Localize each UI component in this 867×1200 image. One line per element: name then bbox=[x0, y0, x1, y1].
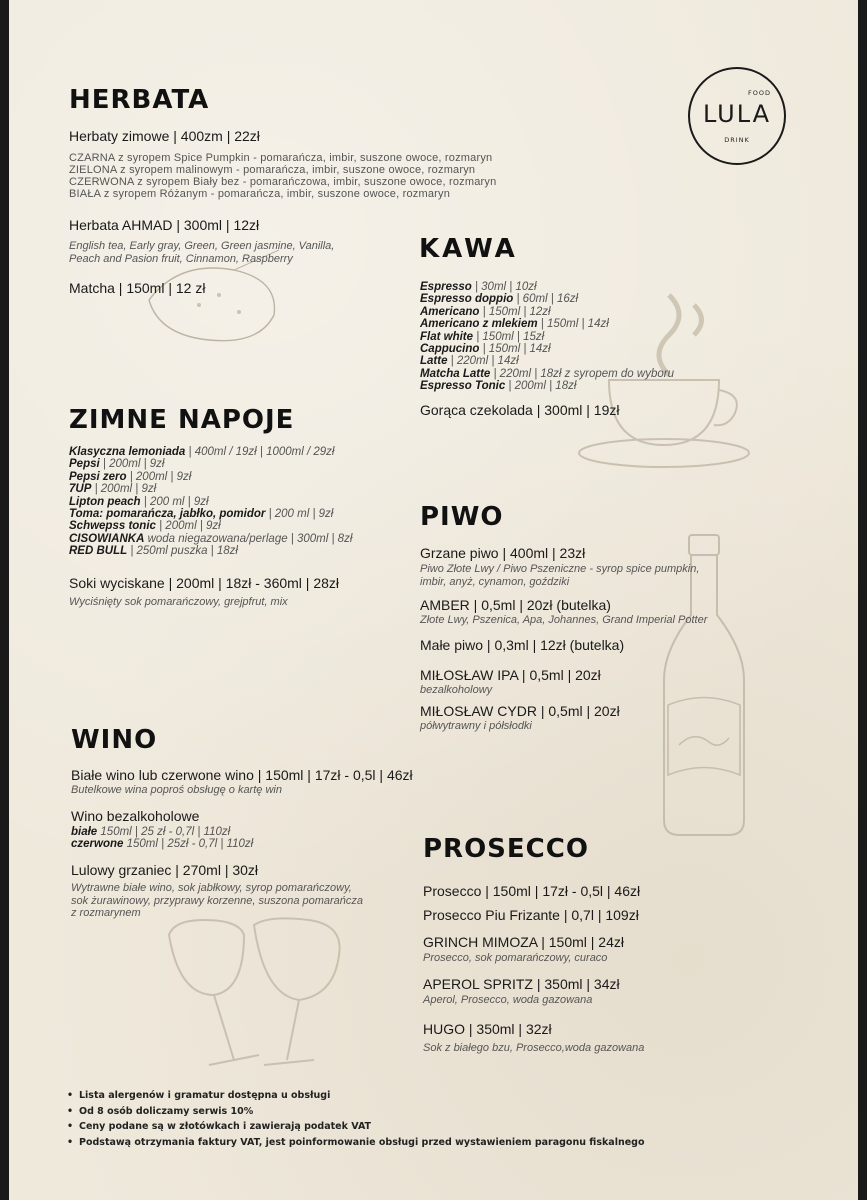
tea-variant: CZARNA z syropem Spice Pumpkin - pomarańcza, imbir, suszone owoce, rozmaryn bbox=[69, 152, 493, 164]
hugo-item: HUGO | 350ml | 32zł bbox=[423, 1021, 552, 1037]
wino-heading: WINO bbox=[71, 725, 158, 755]
biale-czerwone-wino-desc: Butelkowe wina poproś obsługę o kartę win bbox=[71, 784, 282, 796]
desc-line: Peach and Pasion fruit, Cinnamon, Raspberry bbox=[69, 252, 293, 265]
tea-variant: ZIELONA z syropem malinowym - pomarańcza, imbir, suszone owoce, rozmaryn bbox=[69, 164, 476, 176]
wino-bezalkoholowe-list bbox=[71, 826, 253, 851]
matcha-item: Matcha | 150ml | 12 zł bbox=[69, 280, 206, 296]
list-item: Cappucino | 150ml | 14zł bbox=[420, 343, 551, 356]
list-item: Schwepss tonic | 200ml | 9zł bbox=[69, 520, 221, 533]
logo-food-text: FOOD bbox=[748, 89, 771, 97]
herbaty-zimowe-item: Herbaty zimowe | 400zm | 22zł bbox=[69, 128, 260, 144]
zimne-napoje-list bbox=[69, 446, 352, 558]
grzane-piwo-desc bbox=[420, 563, 699, 588]
list-item: Pepsi | 200ml | 9zł bbox=[69, 458, 165, 471]
note-item: • Ceny podane są w złotówkach i zawierają podatek VAT bbox=[67, 1119, 645, 1135]
list-item: Pepsi zero | 200ml | 9zł bbox=[69, 470, 192, 483]
list-item: Americano | 150ml | 12zł bbox=[420, 305, 551, 318]
list-item: Lipton peach | 200 ml | 9zł bbox=[69, 495, 209, 508]
kawa-heading: KAWA bbox=[419, 234, 518, 264]
list-item: białe 150ml | 25 zł - 0,7l | 110zł bbox=[71, 826, 231, 838]
soki-item: Soki wyciskane | 200ml | 18zł - 360ml | 28zł bbox=[69, 575, 340, 591]
kawa-list bbox=[420, 281, 674, 393]
list-item: CISOWIANKA woda niegazowana/perlage | 300ml | 8zł bbox=[69, 532, 353, 545]
miloslaw-ipa-desc: bezalkoholowy bbox=[420, 684, 493, 696]
miloslaw-ipa-item: MIŁOSŁAW IPA | 0,5ml | 20zł bbox=[420, 667, 601, 683]
wine-glasses-sketch-icon bbox=[159, 895, 369, 1075]
list-item: Flat white | 150ml | 15zł bbox=[420, 330, 545, 343]
note-item: • Podstawą otrzymania faktury VAT, jest poinformowanie obsługi przed wystawieniem paragonu fiskalnego bbox=[67, 1135, 645, 1151]
herbaty-zimowe-list bbox=[69, 152, 496, 200]
logo-word: LULA bbox=[702, 100, 772, 128]
soki-desc: Wyciśnięty sok pomarańczowy, grejpfrut, mix bbox=[69, 596, 288, 608]
herbata-ahmad-desc bbox=[69, 240, 334, 265]
list-item: Espresso doppio | 60ml | 16zł bbox=[420, 293, 579, 306]
herbata-ahmad-item: Herbata AHMAD | 300ml | 12zł bbox=[69, 217, 260, 233]
lula-logo bbox=[688, 67, 786, 165]
list-item: 7UP | 200ml | 9zł bbox=[69, 483, 157, 496]
grzane-piwo-item: Grzane piwo | 400ml | 23zł bbox=[420, 545, 586, 561]
biale-czerwone-wino-item: Białe wino lub czerwone wino | 150ml | 17zł - 0,5l | 46zł bbox=[71, 767, 413, 783]
list-item: RED BULL | 250ml puszka | 18zł bbox=[69, 545, 238, 558]
lulowy-grzaniec-item: Lulowy grzaniec | 270ml | 30zł bbox=[71, 862, 259, 878]
wino-bezalkoholowe-item: Wino bezalkoholowe bbox=[71, 808, 200, 824]
list-item: Klasyczna lemoniada | 400ml / 19zł | 1000ml / 29zł bbox=[69, 446, 335, 458]
prosecco-piu-frizante-item: Prosecco Piu Frizante | 0,7l | 109zł bbox=[423, 907, 639, 923]
desc-line: English tea, Early gray, Green, Green jasmine, Vanilla, bbox=[69, 240, 335, 252]
goraca-czekolada-item: Gorąca czekolada | 300ml | 19zł bbox=[420, 402, 620, 418]
male-piwo-item: Małe piwo | 0,3ml | 12zł (butelka) bbox=[420, 637, 625, 653]
aperol-spritz-desc: Aperol, Prosecco, woda gazowana bbox=[423, 994, 593, 1006]
tea-variant: CZERWONA z syropem Biały bez - pomarańczowa, imbir, suszone owoce, rozmaryn bbox=[69, 176, 497, 188]
herbata-heading: HERBATA bbox=[69, 85, 210, 115]
menu-page bbox=[9, 0, 858, 1200]
amber-desc: Złote Lwy, Pszenica, Apa, Johannes, Grand Imperial Potter bbox=[420, 614, 708, 626]
piwo-heading: PIWO bbox=[420, 502, 504, 532]
hugo-desc: Sok z białego bzu, Prosecco,woda gazowana bbox=[423, 1042, 645, 1054]
logo-drink-text: DRINK bbox=[724, 136, 750, 144]
desc-line: Piwo Złote Lwy / Piwo Pszeniczne - syrop spice pumpkin, bbox=[420, 563, 700, 575]
list-item: Espresso | 30ml | 10zł bbox=[420, 281, 537, 293]
miloslaw-cydr-item: MIŁOSŁAW CYDR | 0,5ml | 20zł bbox=[420, 703, 620, 719]
amber-item: AMBER | 0,5ml | 20zł (butelka) bbox=[420, 597, 611, 613]
aperol-spritz-item: APEROL SPRITZ | 350ml | 34zł bbox=[423, 976, 620, 992]
note-item: • Od 8 osób doliczamy serwis 10% bbox=[67, 1104, 645, 1120]
desc-line: imbir, anyż, cynamon, goździki bbox=[420, 575, 570, 588]
zimne-napoje-heading: ZIMNE NAPOJE bbox=[69, 405, 295, 435]
tea-variant: BIAŁA z syropem Różanym - pomarańcza, imbir, suszone owoce, rozmaryn bbox=[69, 188, 451, 200]
miloslaw-cydr-desc: półwytrawny i półsłodki bbox=[420, 720, 532, 732]
list-item: Espresso Tonic | 200ml | 18zł bbox=[420, 380, 577, 393]
note-item: • Lista alergenów i gramatur dostępna u obsługi bbox=[67, 1088, 645, 1104]
lulowy-grzaniec-desc bbox=[71, 882, 363, 920]
desc-line: Wytrawne białe wino, sok jabłkowy, syrop pomarańczowy, bbox=[71, 882, 352, 894]
grinch-mimoza-item: GRINCH MIMOZA | 150ml | 24zł bbox=[423, 934, 624, 950]
list-item: Americano z mlekiem | 150ml | 14zł bbox=[420, 318, 609, 331]
list-item: Matcha Latte | 220ml | 18zł z syropem do wyboru bbox=[420, 367, 674, 380]
list-item: Latte | 220ml | 14zł bbox=[420, 355, 519, 368]
list-item: czerwone 150ml | 25zł - 0,7l | 110zł bbox=[71, 838, 254, 851]
list-item: Toma: pomarańcza, jabłko, pomidor | 200 ml | 9zł bbox=[69, 508, 334, 521]
grinch-mimoza-desc: Prosecco, sok pomarańczowy, curaco bbox=[423, 952, 608, 964]
prosecco-item: Prosecco | 150ml | 17zł - 0,5l | 46zł bbox=[423, 883, 641, 899]
prosecco-heading: PROSECCO bbox=[423, 834, 589, 864]
desc-line: sok żurawinowy, przyprawy korzenne, suszona pomarańcza bbox=[71, 894, 364, 907]
desc-line: z rozmarynem bbox=[71, 907, 141, 919]
footer-notes bbox=[67, 1088, 645, 1150]
